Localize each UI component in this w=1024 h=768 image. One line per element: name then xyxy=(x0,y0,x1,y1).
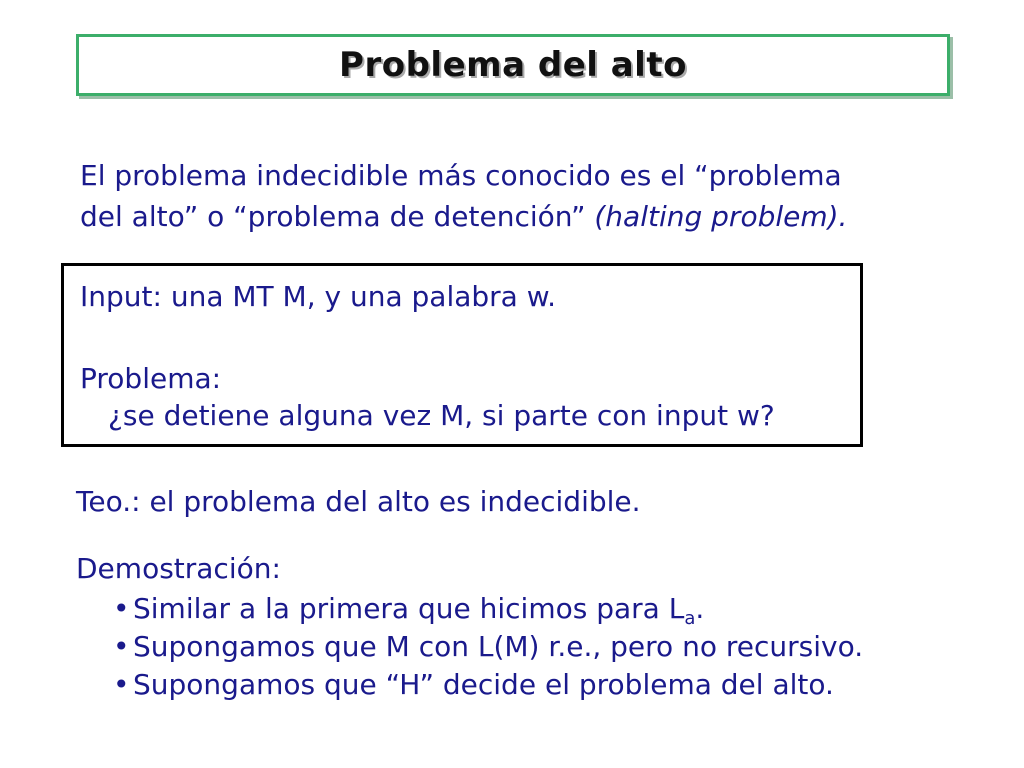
definition-input: Input: una MT M, y una palabra w. xyxy=(80,280,556,313)
intro-paragraph xyxy=(80,155,960,237)
slide-title: Problema del alto xyxy=(339,45,687,85)
definition-box xyxy=(61,263,863,447)
bullet-marker: • xyxy=(113,592,130,625)
intro-line-2 xyxy=(80,196,960,237)
proof-bullet xyxy=(113,628,863,666)
proof-bullet-text: Supongamos que M con L(M) r.e., pero no recursivo. xyxy=(133,630,864,663)
proof-heading: Demostración: xyxy=(76,552,281,585)
theorem-statement: Teo.: el problema del alto es indecidible. xyxy=(76,485,641,518)
intro-line-1: El problema indecidible más conocido es el “problema xyxy=(80,159,842,192)
definition-problem-question: ¿se detiene alguna vez M, si parte con input w? xyxy=(108,399,775,432)
proof-bullet-subscript: a xyxy=(684,608,696,629)
intro-line-2-text: del alto” o “problema de detención” xyxy=(80,200,595,233)
proof-bullet xyxy=(113,590,863,628)
proof-bullet-text: Supongamos que “H” decide el problema del alto. xyxy=(133,668,834,701)
proof-bullet xyxy=(113,666,863,704)
bullet-marker: • xyxy=(113,668,130,701)
proof-bullet-text: Similar a la primera que hicimos para L xyxy=(133,592,685,625)
proof-bullet-list xyxy=(113,590,863,704)
bullet-marker: • xyxy=(113,630,130,663)
title-box xyxy=(76,34,950,96)
intro-line-2-italic: (halting problem). xyxy=(594,200,848,233)
definition-problem-label: Problema: xyxy=(80,362,222,395)
proof-bullet-suffix: . xyxy=(695,592,705,625)
